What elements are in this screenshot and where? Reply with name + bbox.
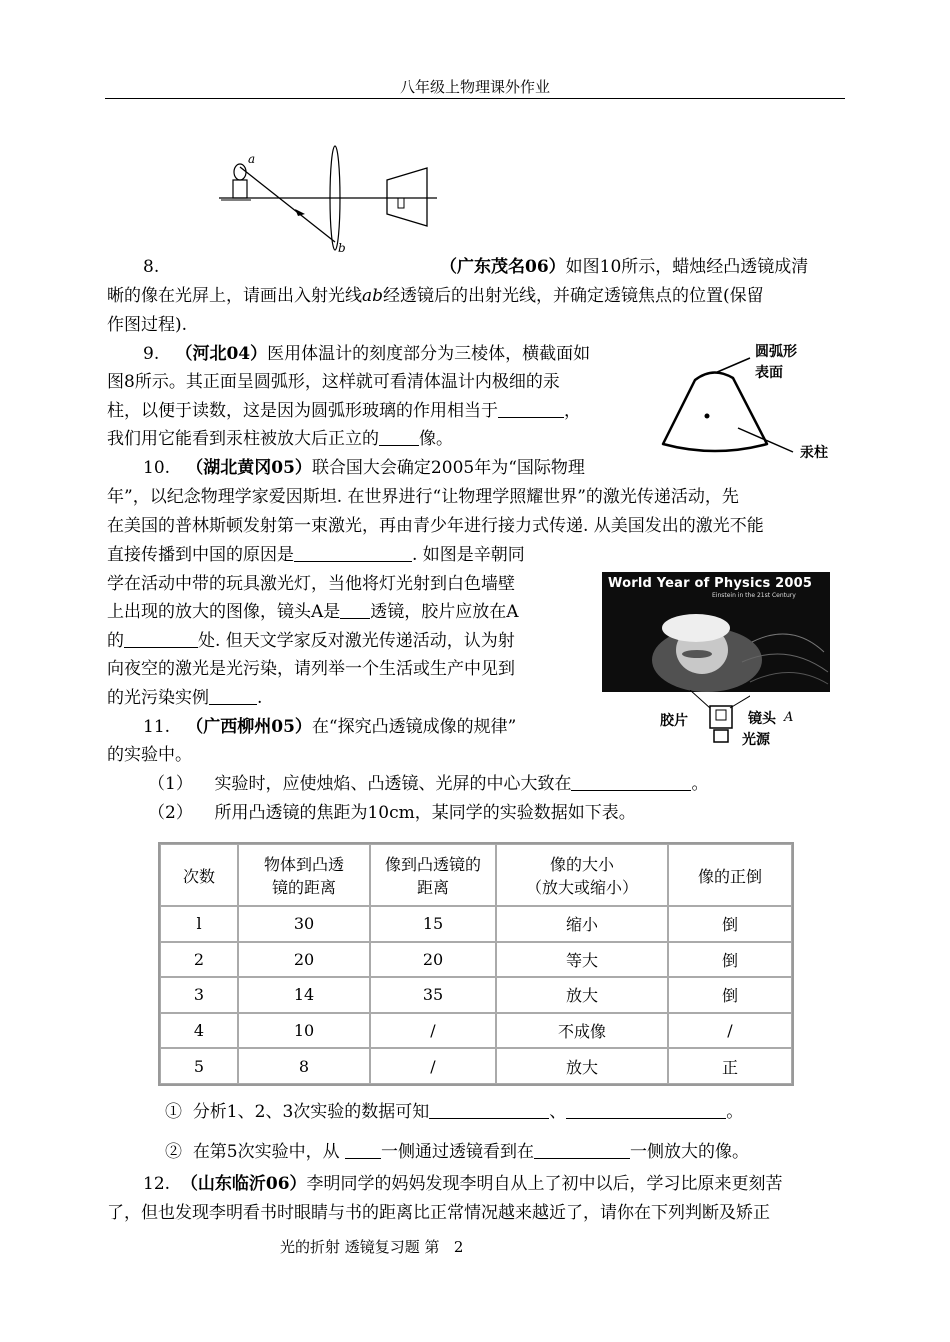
q11-sub1-end: 。 — [691, 774, 709, 794]
header-object-distance — [238, 844, 370, 906]
q8-text1: 如图10所示，蜡烛经凸透镜成清 — [565, 257, 809, 277]
cell: / — [370, 1048, 496, 1084]
cell: 倒 — [668, 906, 792, 942]
header-count-text: 次数 — [182, 866, 215, 886]
q10-text6b: 透镜，胶片应放在A — [370, 602, 519, 622]
q11-blank2[interactable] — [429, 1100, 549, 1119]
q9-line3 — [107, 399, 581, 423]
q11-blank5[interactable] — [534, 1140, 630, 1159]
q11-text2: 的实验中。 — [107, 745, 192, 765]
q8-source: （广东茂名06） — [440, 257, 566, 277]
q10-line1 — [143, 456, 585, 480]
q9-text4: 我们用它能看到汞柱被放大后正立的 — [107, 429, 379, 449]
table-header-row — [160, 844, 792, 906]
q11-c1-text: 分析1、2、3次实验的数据可知 — [192, 1102, 430, 1122]
q8-text4: 作图过程). — [107, 315, 188, 335]
cell: l — [160, 906, 238, 942]
cell: 15 — [370, 906, 496, 942]
projector-diagram — [690, 690, 750, 750]
q10-blank2[interactable] — [340, 600, 370, 619]
cell: 4 — [160, 1013, 238, 1049]
q11-sub2 — [148, 801, 636, 825]
label-film: 胶片 — [660, 713, 688, 729]
q11-sub1-number: （1） — [148, 774, 193, 794]
q10-text5: 学在活动中带的玩具激光灯，当他将灯光射到白色墙壁 — [107, 574, 515, 594]
q8-line1 — [143, 255, 159, 279]
label-light-source: 光源 — [742, 732, 770, 748]
header-image-size — [496, 844, 668, 906]
table-row — [160, 1048, 792, 1084]
cell: 14 — [238, 977, 370, 1013]
cell: / — [370, 1013, 496, 1049]
q10-number: 10. — [143, 458, 171, 478]
q9-blank2[interactable] — [379, 427, 419, 446]
q10-line3 — [107, 514, 764, 538]
q11-c2-text-c: 一侧放大的像。 — [630, 1142, 750, 1162]
fig-label-mercury: 汞柱 — [800, 445, 828, 461]
header-object-distance-1: 物体到凸透 — [263, 855, 344, 874]
header-orientation-text: 像的正倒 — [697, 866, 762, 886]
page-footer — [280, 1236, 463, 1257]
q11-blank1[interactable] — [571, 772, 691, 791]
q8-line2 — [107, 284, 764, 308]
q11-c1-end: 。 — [726, 1102, 744, 1122]
cell: 8 — [238, 1048, 370, 1084]
table-row — [160, 977, 792, 1013]
q12-line1 — [143, 1172, 783, 1196]
q10-text9b: . — [257, 688, 263, 708]
q11-line2 — [107, 743, 192, 767]
q10-text6: 上出现的放大的图像，镜头A是 — [107, 602, 341, 622]
q9-line1 — [143, 342, 590, 366]
q8-line1b — [440, 255, 808, 279]
q12-text1: 李明同学的妈妈发现李明自从上了初中以后，学习比原来更刻苦 — [306, 1174, 783, 1194]
q10-text7b: 处. 但天文学家反对激光传递活动，认为射 — [198, 631, 515, 651]
q11-sub2-text: 所用凸透镜的焦距为10cm，某同学的实验数据如下表。 — [214, 803, 636, 823]
q11-c1-mark: ① — [165, 1102, 182, 1122]
q8-text2: 晰的像在光屏上，请画出入射光线 — [107, 286, 362, 306]
q11-text1: 在“探究凸透镜成像的规律” — [311, 717, 517, 737]
table-row — [160, 906, 792, 942]
q9-text4b: 像。 — [419, 429, 453, 449]
q10-text3: 在美国的普林斯顿发射第一束激光，再由青少年进行接力式传递. 从美国发出的激光不能 — [107, 516, 764, 536]
label-lens-a: A — [784, 710, 794, 725]
q11-c1-sep: 、 — [549, 1102, 567, 1122]
q10-line2 — [107, 485, 739, 509]
header-image-distance — [370, 844, 496, 906]
cell: 2 — [160, 942, 238, 978]
q10-line5 — [107, 572, 515, 596]
header-count — [160, 844, 238, 906]
q10-text8: 向夜空的激光是光污染，请列举一个生活或生产中见到 — [107, 659, 515, 679]
q10-text9: 的光污染实例 — [107, 688, 209, 708]
footer-page-number: 2 — [453, 1238, 464, 1256]
q8-text3: 经透镜后的出射光线，并确定透镜焦点的位置(保留 — [383, 286, 764, 306]
label-b: b — [338, 241, 346, 255]
q10-blank3[interactable] — [124, 629, 198, 648]
q10-line6 — [107, 600, 519, 624]
photo-title: World Year of Physics 2005 — [608, 576, 813, 591]
fig-label-surface1: 圆弧形 — [755, 344, 797, 360]
q9-text3: 柱，以便于读数，这是因为圆弧形玻璃的作用相当于 — [107, 401, 498, 421]
q10-blank4[interactable] — [209, 686, 257, 705]
cell: 不成像 — [496, 1013, 668, 1049]
q12-source: （山东临沂06） — [180, 1174, 307, 1194]
einstein-portrait-graphic — [602, 572, 830, 692]
header-object-distance-2: 镜的距离 — [271, 878, 336, 897]
q11-sub1 — [148, 772, 708, 796]
q8-ab: ab — [362, 286, 384, 306]
page-header: 八年级上物理课外作业 — [399, 78, 550, 96]
q9-text1: 医用体温计的刻度部分为三棱体，横截面如 — [267, 344, 591, 364]
cell: 5 — [160, 1048, 238, 1084]
fig-label-surface2: 表面 — [755, 365, 783, 381]
cell: 20 — [238, 942, 370, 978]
q8-line3 — [107, 313, 187, 337]
cell: 等大 — [496, 942, 668, 978]
header-image-distance-1: 像到凸透镜的 — [384, 855, 481, 874]
q8-number: 8. — [143, 257, 160, 277]
cell: 30 — [238, 906, 370, 942]
q11-c1 — [165, 1100, 743, 1124]
q10-source: （湖北黄冈05） — [186, 458, 312, 478]
q12-text2: 了，但也发现李明看书时眼睛与书的距离比正常情况越来越近了，请你在下列判断及矫正 — [107, 1203, 770, 1223]
experiment-table — [160, 844, 792, 1084]
experiment-table-frame — [158, 842, 794, 1086]
einstein-photo — [602, 572, 830, 692]
cell: 倒 — [668, 977, 792, 1013]
label-lens: 镜头 — [748, 711, 776, 727]
q10-text2: 年”，以纪念物理学家爱因斯坦. 在世界进行“让物理学照耀世界”的激光传递活动，先 — [107, 487, 739, 507]
q11-c2-mark: ② — [165, 1142, 182, 1162]
q11-number: 11. — [143, 717, 171, 737]
cell: 倒 — [668, 942, 792, 978]
cell: 放大 — [496, 977, 668, 1013]
header-rule — [105, 98, 845, 99]
q9-text2: 图8所示。其正面呈圆弧形，这样就可看清体温计内极细的汞 — [107, 372, 560, 392]
q10-text1: 联合国大会确定2005年为“国际物理 — [311, 458, 585, 478]
table-row — [160, 1013, 792, 1049]
lens-ray-diagram — [215, 140, 440, 255]
q10-line4 — [107, 543, 525, 567]
q11-line1 — [143, 715, 516, 739]
cell: 20 — [370, 942, 496, 978]
header-image-size-2: （放大或缩小） — [525, 878, 638, 897]
q9-line2 — [107, 370, 560, 394]
q11-c2-text-b: 一侧通过透镜看到在 — [381, 1142, 535, 1162]
q11-sub1-text: 实验时，应使烛焰、凸透镜、光屏的中心大致在 — [214, 774, 572, 794]
cell: 正 — [668, 1048, 792, 1084]
photo-subtitle: Einstein in the 21st Century — [712, 592, 796, 599]
footer-text: 光的折射 透镜复习题 第 — [280, 1238, 440, 1256]
q10-line8 — [107, 657, 515, 681]
q10-text4: 直接传播到中国的原因是 — [107, 545, 294, 565]
cell: / — [668, 1013, 792, 1049]
q9-line4 — [107, 427, 453, 451]
q11-sub2-number: （2） — [148, 803, 193, 823]
cell: 35 — [370, 977, 496, 1013]
label-a: a — [248, 152, 256, 166]
q11-c2 — [165, 1140, 749, 1164]
q9-blank1[interactable] — [498, 399, 564, 418]
header-image-distance-2: 距离 — [416, 878, 449, 897]
q11-c2-text-a: 在第5次实验中，从 — [192, 1142, 340, 1162]
cell: 10 — [238, 1013, 370, 1049]
q12-line2 — [107, 1201, 770, 1225]
q9-text3b: ， — [564, 401, 581, 421]
q11-source: （广西柳州05） — [186, 717, 312, 737]
q9-number: 9. — [143, 344, 160, 364]
cell: 缩小 — [496, 906, 668, 942]
header-image-size-1: 像的大小 — [549, 855, 614, 874]
q10-text7: 的 — [107, 631, 124, 651]
cell: 放大 — [496, 1048, 668, 1084]
q9-source: （河北04） — [175, 344, 268, 364]
q10-blank1[interactable] — [294, 543, 412, 562]
q11-blank4[interactable] — [345, 1140, 381, 1159]
q11-blank3[interactable] — [566, 1100, 726, 1119]
cell: 3 — [160, 977, 238, 1013]
table-row — [160, 942, 792, 978]
q10-text4b: . 如图是辛朝同 — [412, 545, 525, 565]
q10-line9 — [107, 686, 262, 710]
q12-number: 12. — [143, 1174, 171, 1194]
q10-line7 — [107, 629, 515, 653]
header-orientation — [668, 844, 792, 906]
